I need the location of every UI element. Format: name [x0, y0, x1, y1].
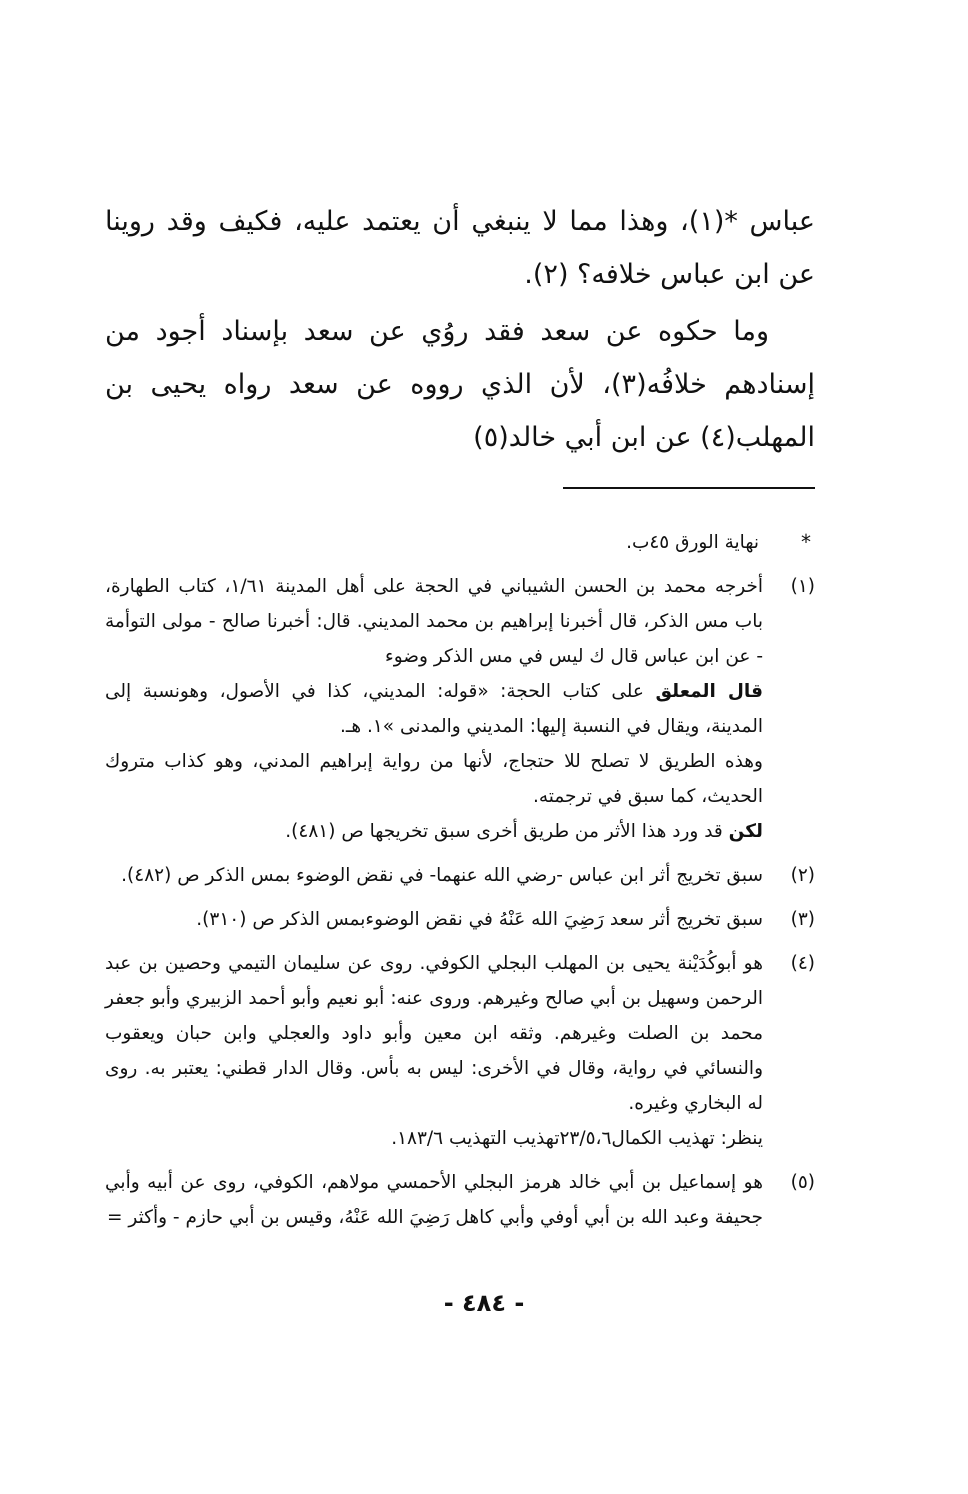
- but-label: لكن: [728, 821, 763, 842]
- footnote-text: سبق تخريج أثر سعد رَضِيَ الله عَنْهُ في نقض الوضوءبمس الذكر ص (٣١٠).: [196, 909, 763, 930]
- footnote-marker: (٣): [790, 909, 815, 930]
- footnote-2: [105, 858, 815, 893]
- but-text: قد ورد هذا الأثر من طريق أخرى سبق تخريجها ص (٤٨١).: [285, 821, 729, 842]
- footnote-text: هو أبوكُدَيْنة يحيى بن المهلب البجلي الكوفي. روى عن سليمان التيمي وحصين بن عبد الرحمن وسهيل بن أبي صالح وغيرهم. وروى عنه: أبو نعيم وأبو أحمد الزبيري وأبو جعفر محمد بن الصلت وغيرهم. وثقه ابن معين وأبو داود والعجلي وابن حبان ويعقوب والنسائي في رواية، وقال في الأخرى: ليس به بأس. وقال الدار قطني: يعتبر به. روى له البخاري وغيره.: [105, 953, 763, 1114]
- footnote-text: هو إسماعيل بن أبي خالد هرمز البجلي الأحمسي مولاهم، الكوفي، روى عن أبيه وأبي جحيفة وعبد الله بن أبي أوفي وأبي كاهل رَضِيَ الله عَنْهُ، وقيس بن أبي حازم - وأكثر =: [105, 1172, 763, 1228]
- footnote-marker: (١): [790, 576, 815, 597]
- footnote-body: [105, 569, 763, 849]
- footnote-assessment: وهذه الطريق لا تصلح للا حتجاج، لأنها من رواية إبراهيم المدني، وهو كذاب متروك الحديث، كما سبق في ترجمته.: [105, 751, 763, 807]
- footnote-text: أخرجه محمد بن الحسن الشيباني في الحجة على أهل المدينة ١/٦١، كتاب الطهارة، باب مس الذكر، قال أخبرنا إبراهيم بن محمد المديني. قال: أخبرنا صالح - مولى التوأمة - عن ابن عباس قال ك ليس في مس الذكر وضوء: [105, 576, 764, 667]
- footnote-text: نهاية الورق ٤٥ب.: [626, 532, 759, 553]
- footnote-5: [105, 1165, 815, 1235]
- footnote-commentary: [105, 674, 763, 744]
- page-number: - ٤٨٤ -: [443, 1289, 525, 1317]
- footnote-1: [105, 569, 815, 849]
- footnote-star: [105, 525, 815, 560]
- footnote-marker: (٢): [790, 865, 815, 886]
- footnote-marker: (٥): [790, 1172, 815, 1193]
- footnote-body: [105, 946, 763, 1156]
- footnotes: [105, 525, 815, 1244]
- footnote-3: [105, 902, 815, 937]
- main-paragraph-1: عباس *(١)، وهذا مما لا ينبغي أن يعتمد عليه، فكيف وقد روينا عن ابن عباس خلافه؟ (٢).: [105, 206, 815, 290]
- footnote-text: سبق تخريج أثر ابن عباس -رضي الله عنهما- في نقض الوضوء بمس الذكر ص (٤٨٢).: [121, 865, 763, 886]
- footnote-but: [105, 814, 763, 849]
- footnote-marker: (٤): [790, 953, 815, 974]
- main-paragraph-2: وما حكوه عن سعد فقد روُي عن سعد بإسناد أجود من إسنادهم خلافُه(٣)، لأن الذي رووه عن سعد رواه يحيى بن المهلب(٤) عن ابن أبي خالد(٥): [105, 316, 815, 453]
- main-text: [105, 195, 815, 464]
- commentary-text: على كتاب الحجة: «قوله: المديني، كذا في الأصول، وهونسبة إلى المدينة، ويقال في النسبة إليها: المديني والمدنى »١. هـ.: [105, 681, 763, 737]
- commentary-label: قال المعلق: [655, 681, 763, 702]
- star-marker: *: [801, 530, 811, 554]
- footnote-4: [105, 946, 815, 1156]
- footnote-references: ينظر: تهذيب الكمال٢٣/٥،٦تهذيب التهذيب ١٨٣/٦.: [391, 1128, 763, 1149]
- footnote-divider: [563, 487, 815, 489]
